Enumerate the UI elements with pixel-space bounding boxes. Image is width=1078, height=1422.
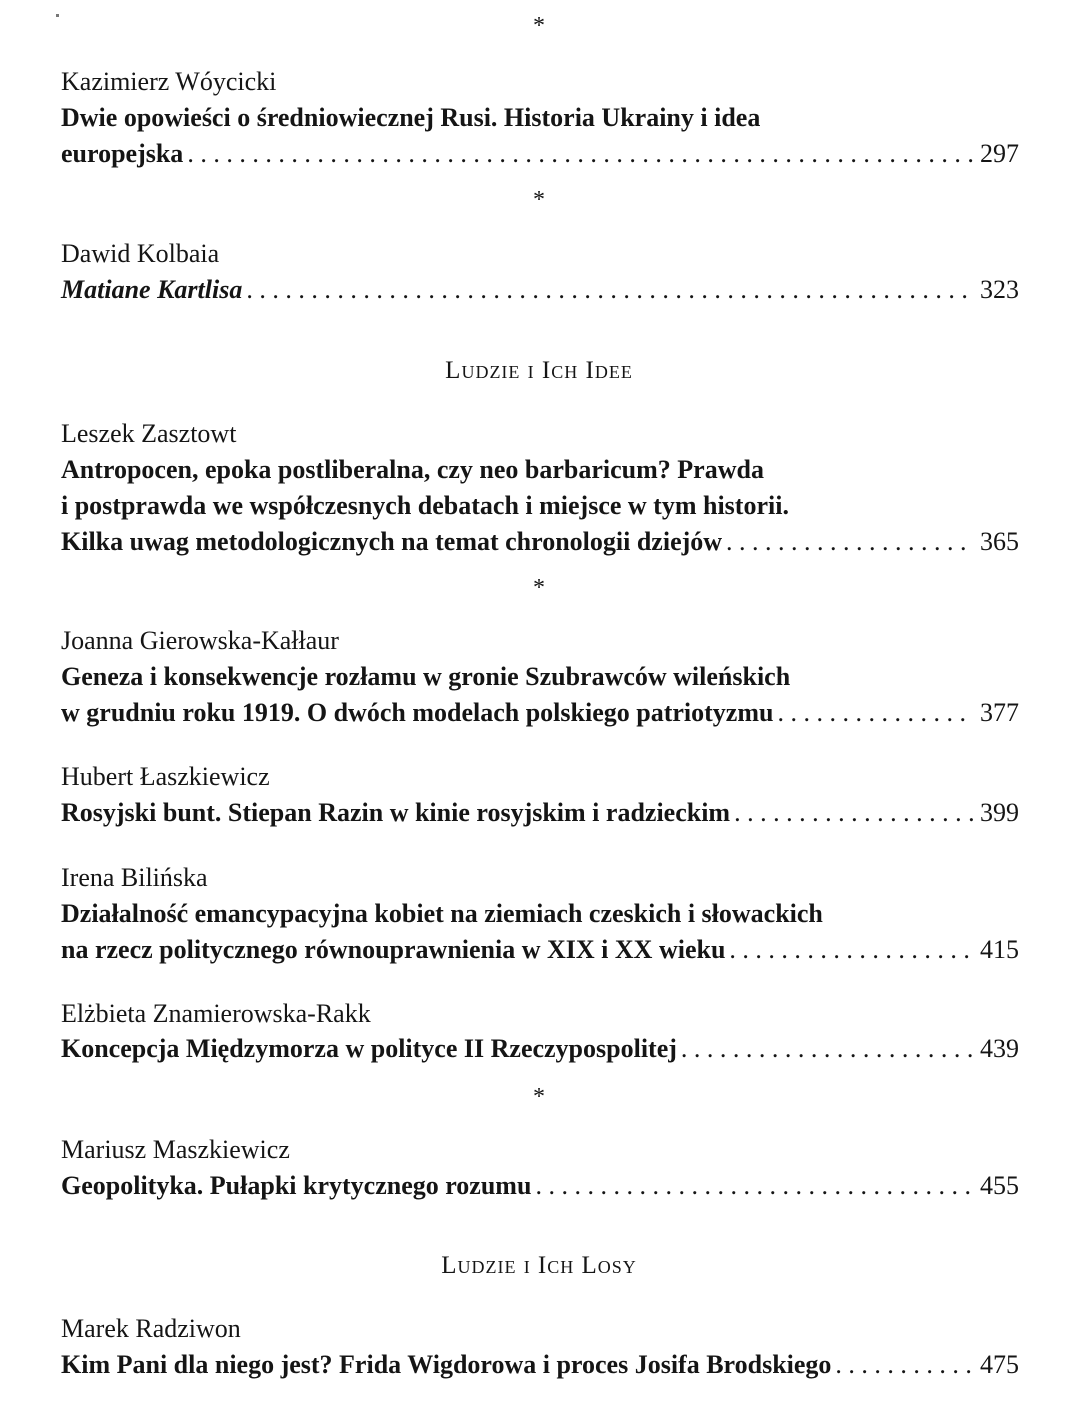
dot-leader [729,935,974,965]
entry-title-line: Antropocen, epoka postliberalna, czy neo barbaricum? Prawda [61,455,764,484]
entry-title-line: Działalność emancypacyjna kobiet na ziemiach czeskich i słowackich [61,899,823,928]
dot-leader [734,798,974,828]
dot-leader [835,1350,974,1380]
entry-title-line: Rosyjski bunt. Stiepan Razin w kinie rosyjskim i radzieckim [61,798,731,827]
toc-entry-line[interactable] [61,275,1019,305]
entry-author: Irena Bilińska [61,863,208,892]
page-number: 439 [980,1034,1019,1063]
section-separator: * [533,13,545,39]
dot-leader [535,1171,974,1201]
entry-title-line: Koncepcja Międzymorza w polityce II Rzeczypospolitej [61,1034,677,1063]
entry-title-line: i postprawda we współczesnych debatach i miejsce w tym historii. [61,491,789,520]
toc-entry-line[interactable] [61,1034,1019,1064]
entry-author: Dawid Kolbaia [61,239,220,268]
page-number: 297 [980,139,1019,168]
dot-leader [726,527,974,557]
page-number: 415 [980,935,1019,964]
toc-entry-line[interactable] [61,1350,1019,1380]
page-number: 323 [980,275,1019,304]
page-number: 365 [980,527,1019,556]
dot-leader [187,139,974,169]
entry-title-line: europejska [61,139,184,168]
page-number: 377 [980,698,1019,727]
dot-leader [777,698,974,728]
entry-title-line: Geneza i konsekwencje rozłamu w gronie Szubrawców wileńskich [61,662,791,691]
toc-entry-line[interactable] [61,527,1019,557]
page-number: 455 [980,1171,1019,1200]
entry-author: Elżbieta Znamierowska-Rakk [61,999,371,1028]
section-separator: * [533,1084,545,1110]
section-separator: * [533,575,545,601]
entry-title-line: Geopolityka. Pułapki krytycznego rozumu [61,1171,532,1200]
entry-title-line: na rzecz politycznego równouprawnienia w XIX i XX wieku [61,935,726,964]
page-number: 399 [980,798,1019,827]
entry-author: Marek Radziwon [61,1314,241,1343]
dot-leader [681,1034,974,1064]
toc-entry-line[interactable] [61,139,1019,169]
toc-entry-line[interactable] [61,935,1019,965]
section-heading: Ludzie i Ich Losy [441,1252,637,1279]
page-number: 475 [980,1350,1019,1379]
section-heading: Ludzie i Ich Idee [445,357,633,384]
section-separator: * [533,187,545,213]
entry-title-line: Kim Pani dla niego jest? Frida Wigdorowa i proces Josifa Brodskiego [61,1350,832,1379]
toc-entry-line[interactable] [61,1171,1019,1201]
entry-title-line: Kilka uwag metodologicznych na temat chronologii dziejów [61,527,723,556]
entry-author: Hubert Łaszkiewicz [61,762,270,791]
entry-author: Mariusz Maszkiewicz [61,1135,290,1164]
entry-author: Leszek Zasztowt [61,419,237,448]
entry-title-line: w grudniu roku 1919. O dwóch modelach polskiego patriotyzmu [61,698,774,727]
entry-title-line: Dwie opowieści o średniowiecznej Rusi. Historia Ukrainy i idea [61,103,761,132]
entry-author: Kazimierz Wóycicki [61,67,277,96]
entry-title-line: Matiane Kartlisa [61,275,243,304]
dot-leader [246,275,974,305]
entry-author: Joanna Gierowska-Kałłaur [61,626,339,655]
toc-entry-line[interactable] [61,698,1019,728]
toc-entry-line[interactable] [61,798,1019,828]
